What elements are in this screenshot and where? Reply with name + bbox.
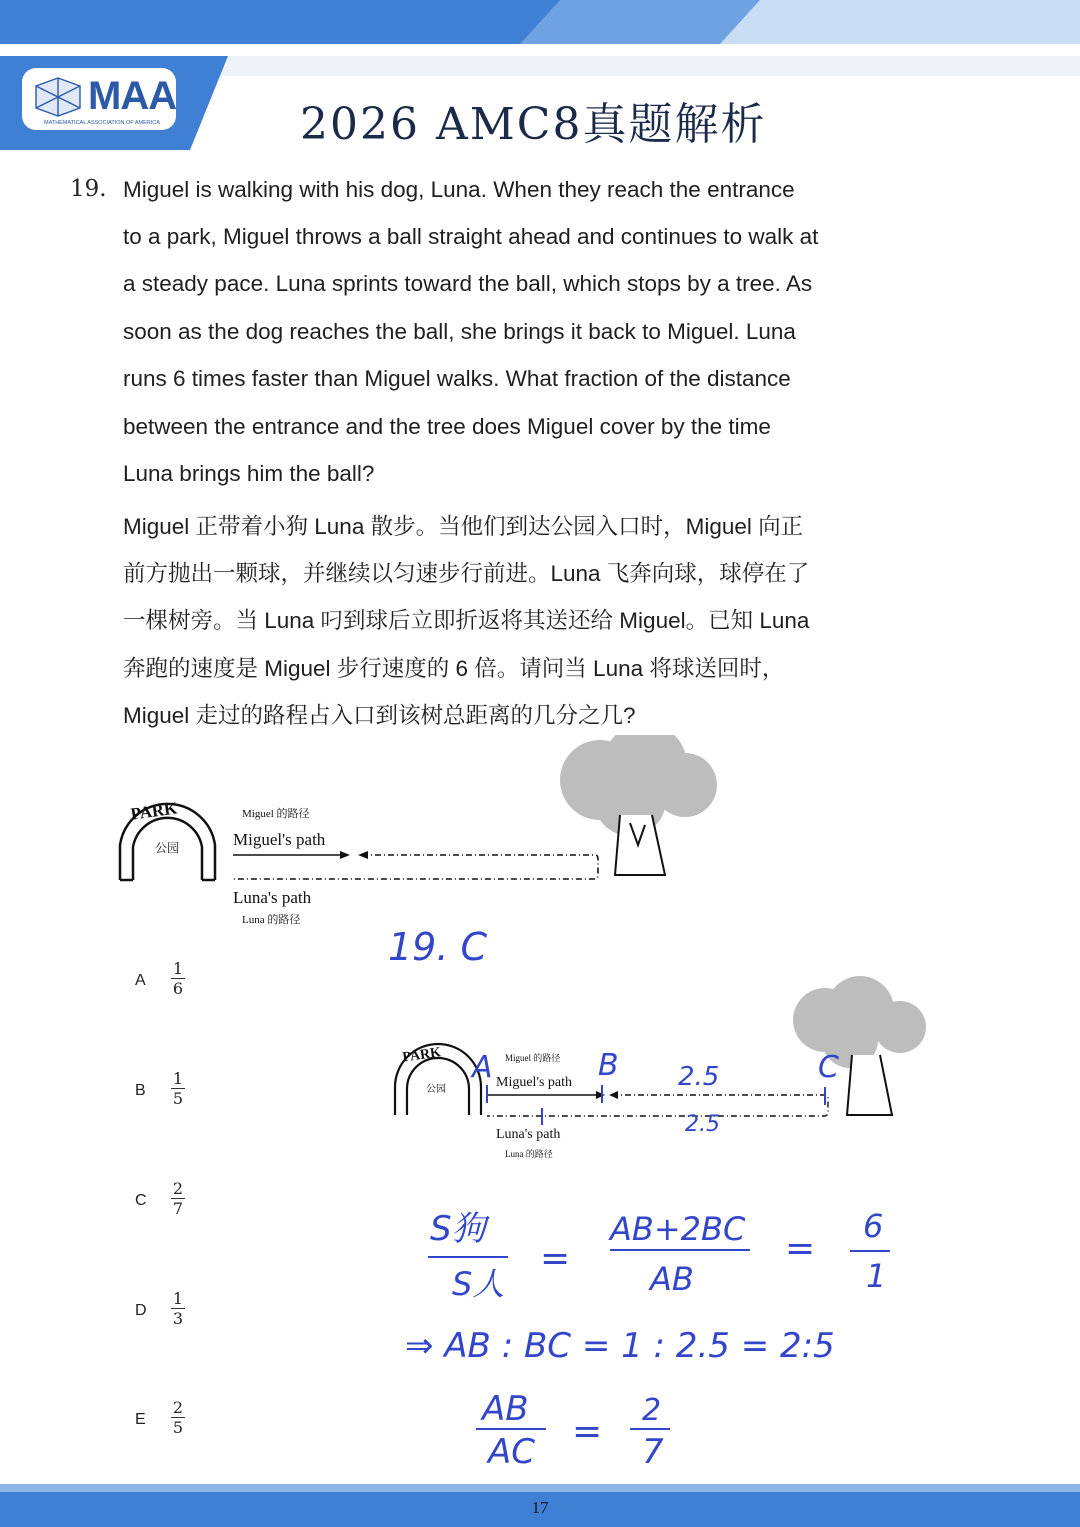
logo-subtitle: MATHEMATICAL ASSOCIATION OF AMERICA xyxy=(44,120,160,126)
question-line-cn: Miguel 走过的路程占入口到该树总距离的几分之几? xyxy=(123,703,636,728)
equals-sign: = xyxy=(540,1238,571,1279)
choice-numerator: 2 xyxy=(172,1398,184,1417)
choice-denominator: 7 xyxy=(172,1199,184,1218)
choice-letter: A xyxy=(135,972,146,989)
handwritten-answer: 19. C xyxy=(388,925,488,969)
question-line-cn: 奔跑的速度是 Miguel 步行速度的 6 倍。请问当 Luna 将球送回时， xyxy=(123,656,785,681)
point-b-label: B xyxy=(598,1048,619,1083)
miguel-path-label-cn: Miguel 的路径 xyxy=(242,808,310,820)
choice-c-fraction xyxy=(171,1180,185,1219)
choice-denominator: 3 xyxy=(172,1309,184,1328)
miguel-path-label-cn: Miguel 的路径 xyxy=(505,1053,561,1063)
choice-b-fraction xyxy=(171,1070,185,1109)
point-c-label: C xyxy=(818,1050,839,1085)
choice-denominator: 5 xyxy=(172,1418,184,1437)
equals-sign: = xyxy=(572,1411,603,1452)
tree-icon xyxy=(179,735,717,875)
question-line-cn: 前方抛出一颗球，并继续以匀速步行前进。Luna 飞奔向球，球停在了 xyxy=(123,561,810,586)
park-sign: PARK xyxy=(401,1045,442,1066)
park-label-cn: 公园 xyxy=(426,1084,446,1095)
park-label-cn: 公园 xyxy=(155,841,180,855)
question-line-en: Luna brings him the ball? xyxy=(123,461,375,486)
tree-icon xyxy=(793,976,926,1115)
choice-d-fraction xyxy=(171,1290,185,1329)
choice-numerator: 1 xyxy=(172,1289,184,1308)
choice-letter: C xyxy=(135,1192,147,1209)
footer-stripe xyxy=(0,1484,1080,1492)
point-a-label: A xyxy=(472,1050,493,1085)
page-title: 2026 AMC8真题解析 xyxy=(300,99,767,150)
luna-path-label: Luna's path xyxy=(496,1127,561,1142)
ratio-mid-numerator: AB+2BC xyxy=(610,1210,746,1248)
ratio-lhs-numerator: S狗 xyxy=(430,1209,486,1249)
question-line-cn: 一棵树旁。当 Luna 叼到球后立即折返将其送还给 Miguel。已知 Luna xyxy=(123,608,810,633)
park-sign: PARK xyxy=(129,798,179,824)
segment-bc-upper: 2.5 xyxy=(678,1062,720,1092)
question-line-en: runs 6 times faster than Miguel walks. What fraction of the distance xyxy=(123,366,791,391)
choice-letter: E xyxy=(135,1411,146,1428)
question-line-cn: Miguel 正带着小狗 Luna 散步。当他们到达公园入口时，Miguel 向正 xyxy=(123,514,804,539)
choice-letter: B xyxy=(135,1082,146,1099)
luna-path-label: Luna's path xyxy=(233,888,312,907)
question-line-en: soon as the dog reaches the ball, she brings it back to Miguel. Luna xyxy=(123,319,796,344)
segment-bc-lower: 2.5 xyxy=(685,1112,720,1137)
maa-logo-icon xyxy=(36,78,80,116)
logo-text: MAA xyxy=(88,74,177,118)
final-numerator: AB xyxy=(482,1389,529,1429)
final-rhs-denominator: 7 xyxy=(642,1432,664,1472)
luna-path-label-cn: Luna 的路径 xyxy=(242,914,301,926)
choice-numerator: 2 xyxy=(172,1179,184,1198)
question-number: 19. xyxy=(70,176,107,202)
choice-denominator: 6 xyxy=(172,979,184,998)
question-line-en: a steady pace. Luna sprints toward the ball, which stops by a tree. As xyxy=(123,271,813,296)
choice-e-fraction xyxy=(171,1399,185,1438)
ratio-result-line: ⇒ AB : BC = 1 : 2.5 = 2:5 xyxy=(405,1326,835,1366)
handwritten-solution xyxy=(380,915,960,1475)
choice-numerator: 1 xyxy=(172,959,184,978)
equals-sign: = xyxy=(785,1228,816,1269)
ratio-rhs-denominator: 1 xyxy=(866,1257,887,1295)
miguel-path-label: Miguel's path xyxy=(233,830,326,849)
choice-a-fraction xyxy=(171,960,185,999)
ratio-rhs-numerator: 6 xyxy=(863,1207,884,1245)
question-line-en: to a park, Miguel throws a ball straight ahead and continues to walk at xyxy=(123,224,819,249)
page-number: 17 xyxy=(531,1498,549,1517)
choice-letter: D xyxy=(135,1302,147,1319)
miguel-path-label: Miguel's path xyxy=(496,1075,573,1090)
path-diagram xyxy=(100,735,740,935)
question-line-en: between the entrance and the tree does Miguel cover by the time xyxy=(123,414,771,439)
ratio-lhs-denominator: S人 xyxy=(452,1265,505,1303)
final-denominator: AC xyxy=(488,1432,535,1472)
final-rhs-numerator: 2 xyxy=(642,1393,662,1428)
luna-path-label-cn: Luna 的路径 xyxy=(505,1149,553,1159)
question-line-en: Miguel is walking with his dog, Luna. When they reach the entrance xyxy=(123,177,795,202)
choice-numerator: 1 xyxy=(172,1069,184,1088)
choice-denominator: 5 xyxy=(172,1089,184,1108)
ratio-mid-denominator: AB xyxy=(650,1260,694,1298)
